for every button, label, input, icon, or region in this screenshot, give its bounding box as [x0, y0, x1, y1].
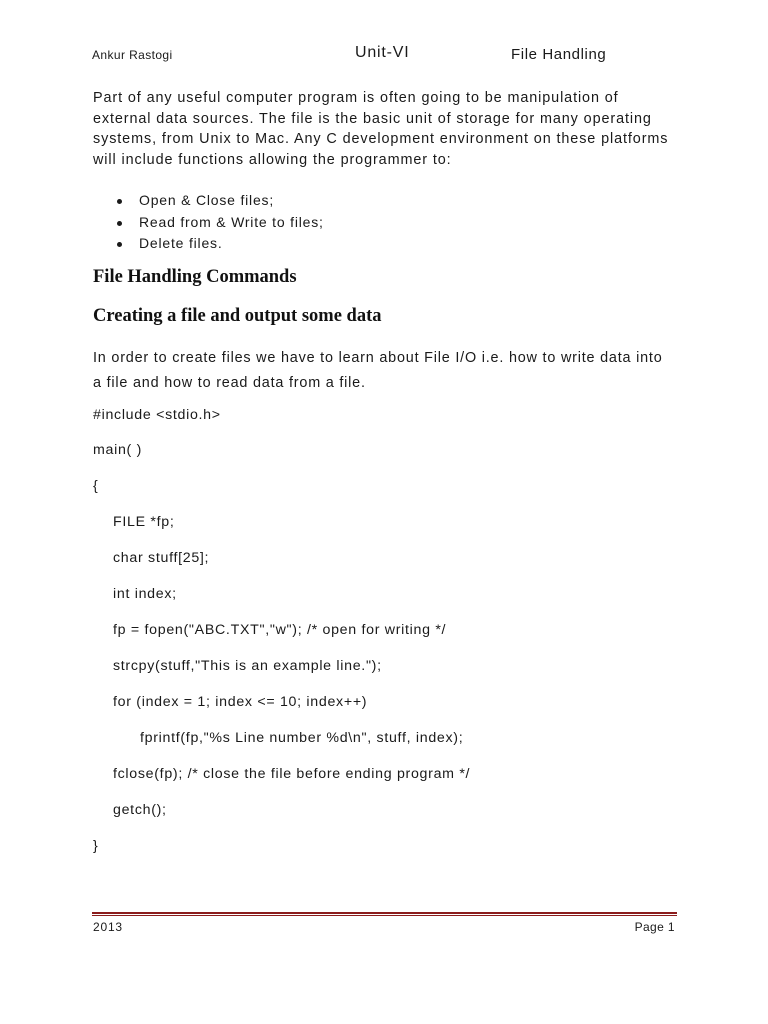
- intro-paragraph: Part of any useful computer program is often going to be manipulation of external data sources. The file is the basic unit of storage for many operating systems, from Unix to Mac. Any C development environment on these platforms will include functions allowing the programmer to:: [93, 90, 669, 168]
- code-line-stuff-decl: char stuff[25];: [113, 550, 210, 566]
- bullet-text: Open & Close files;: [139, 192, 275, 208]
- bullet-icon: [117, 242, 122, 247]
- code-line-for: for (index = 1; index <= 10; index++): [113, 694, 368, 710]
- list-item: [93, 233, 324, 255]
- header-topic: File Handling: [511, 46, 607, 63]
- code-line-main: main( ): [93, 442, 143, 458]
- code-line-include: #include <stdio.h>: [93, 407, 221, 423]
- bullet-text: Delete files.: [139, 235, 223, 251]
- code-line-getch: getch();: [113, 802, 167, 818]
- list-item: [93, 190, 324, 212]
- bullet-icon: [117, 199, 122, 204]
- bullet-list: [93, 190, 324, 255]
- code-line-strcpy: strcpy(stuff,"This is an example line.");: [113, 658, 382, 674]
- page-header: [92, 44, 682, 68]
- code-line-close-brace: }: [93, 838, 99, 854]
- bullet-text: Read from & Write to files;: [139, 213, 324, 230]
- io-paragraph: In order to create files we have to learn about File I/O i.e. how to write data into a file and how to read data from a file.: [93, 350, 663, 391]
- section-heading: File Handling Commands: [93, 267, 297, 287]
- code-line-fprintf: fprintf(fp,"%s Line number %d\n", stuff, index);: [140, 730, 464, 746]
- bullet-icon: [117, 221, 122, 226]
- subsection-heading: Creating a file and output some data: [93, 306, 382, 326]
- footer-year: 2013: [93, 920, 123, 934]
- code-line-open-brace: {: [93, 478, 99, 494]
- page-number: Page 1: [634, 920, 675, 934]
- list-item: [93, 212, 324, 234]
- header-author: Ankur Rastogi: [92, 48, 173, 62]
- header-unit: Unit-VI: [355, 44, 410, 61]
- code-line-fclose: fclose(fp); /* close the file before ending program */: [113, 766, 471, 782]
- footer-divider: [92, 912, 677, 916]
- code-line-index-decl: int index;: [113, 586, 177, 602]
- code-line-fopen: fp = fopen("ABC.TXT","w"); /* open for writing */: [113, 622, 447, 638]
- code-line-file-decl: FILE *fp;: [113, 514, 175, 530]
